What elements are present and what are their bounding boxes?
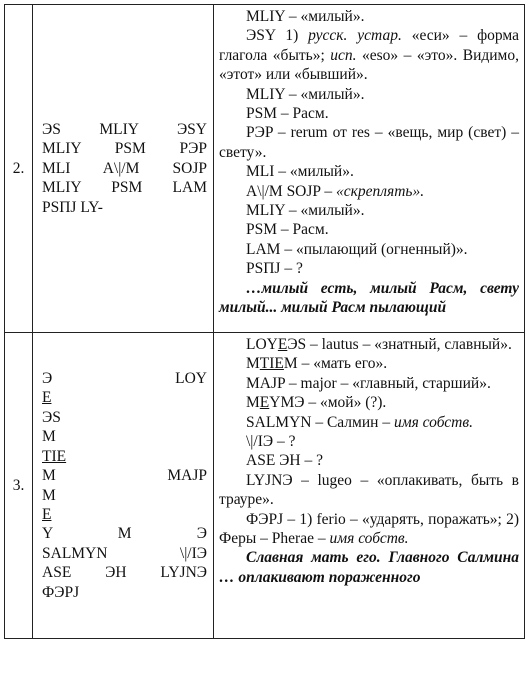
gloss-line: ФЭPJ – 1) ferio – «ударять, поражать»; 2) Феры – Pherae – имя собств. xyxy=(219,510,519,548)
translation-summary: …милый есть, милый Расм, свету милый... милый Расм пылающий xyxy=(219,279,519,317)
translation-cell xyxy=(214,5,525,333)
source-line: PSПJ LY- xyxy=(42,198,103,216)
gloss-line: MLIY – «милый». xyxy=(246,8,365,25)
gloss-line: A\|/M SOJP – «скреплять». xyxy=(246,182,425,200)
gloss-line: MLIY – «милый». xyxy=(246,202,365,220)
source-line: MLIY PSM LAM xyxy=(42,179,207,197)
gloss-line: MLI – «милый». xyxy=(246,163,354,181)
gloss-line: ЭSY 1) русск. устар. «еси» – форма глагола «быть»; исп. «eso» – «это». Видимо, «этот» или «бывший». xyxy=(219,27,520,84)
gloss-line: LYJNЭ – lugeo – «оплакивать, быть в трауре». xyxy=(219,471,519,509)
source-line: MLI A\|/M SOJP xyxy=(42,159,207,177)
row-number: 3. xyxy=(5,333,33,639)
source-line: SALMYN \|/IЭ xyxy=(42,544,207,562)
gloss-line: PSM – Расм. xyxy=(246,105,329,123)
table-row xyxy=(5,333,525,639)
source-line: M TIE M MAJP xyxy=(42,428,207,485)
gloss-line: ASE ЭH – ? xyxy=(246,452,323,470)
gloss-line: PЭP – rerum от res – «вещь, мир (свет) – свету». xyxy=(219,124,519,161)
translation-cell xyxy=(214,333,525,639)
source-line: M E Y M Э xyxy=(42,486,207,543)
gloss-line: \|/IЭ – ? xyxy=(246,433,296,451)
source-line: MLIY PSM PЭP xyxy=(42,140,207,158)
translation-table xyxy=(4,4,525,639)
source-inscription xyxy=(33,5,214,333)
gloss-line: MLIY – «милый». xyxy=(246,85,365,103)
gloss-line: SALMYN – Салмин – имя собств. xyxy=(246,413,473,431)
gloss-line: MTIEM – «мать его». xyxy=(246,355,388,373)
translation-summary: Славная мать его. Главного Салмина … оплакивают пораженного xyxy=(219,549,519,586)
gloss-line: LAM – «пылающий (огненный)». xyxy=(246,240,468,258)
source-line: ЭS MLIY ЭSY xyxy=(42,120,207,138)
row-number: 2. xyxy=(5,5,33,333)
gloss-line: LOYEЭS – lautus – «знатный, славный». xyxy=(246,336,512,353)
gloss-line: PSПJ – ? xyxy=(246,260,303,278)
gloss-line: MAJP – major – «главный, старший». xyxy=(246,374,491,392)
gloss-line: PSM – Расм. xyxy=(246,221,329,239)
source-inscription xyxy=(33,333,214,639)
table-row xyxy=(5,5,525,333)
source-line: Э LOY E ЭS xyxy=(42,370,207,426)
source-line: ФЭPJ xyxy=(42,583,80,601)
source-line: ASE ЭH LYJNЭ xyxy=(42,564,207,582)
gloss-line: MEYMЭ – «мой» (?). xyxy=(246,394,387,412)
